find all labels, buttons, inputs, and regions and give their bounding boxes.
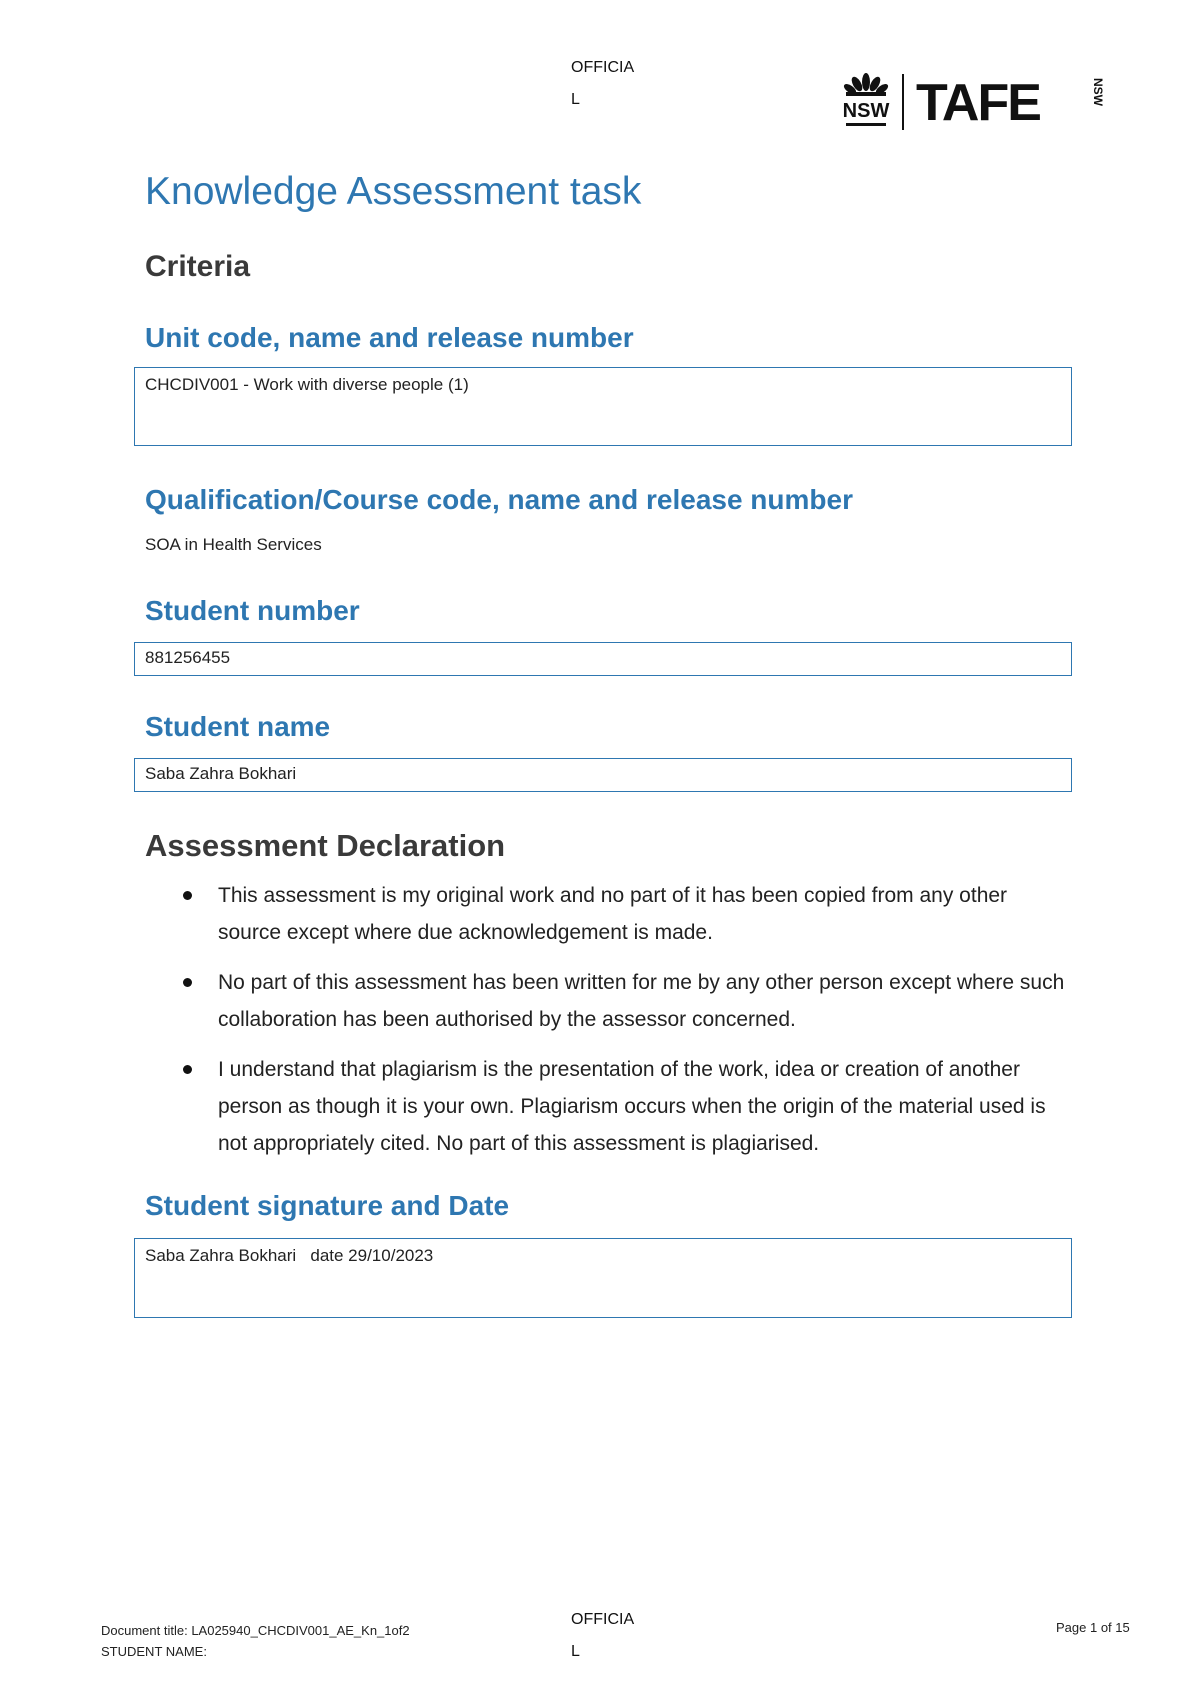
student-name-value: Saba Zahra Bokhari: [145, 764, 297, 783]
qualification-heading: Qualification/Course code, name and release number: [145, 484, 853, 515]
criteria-heading: Criteria: [145, 250, 251, 283]
classification-text: OFFICIA: [571, 1611, 635, 1628]
classification-text-cont: L: [571, 1643, 580, 1660]
footer-student-name-label: STUDENT NAME:: [101, 1644, 207, 1659]
signature-heading: Student signature and Date: [145, 1190, 510, 1221]
svg-text:TAFE: TAFE: [916, 74, 1040, 132]
svg-text:NSW: NSW: [1091, 78, 1105, 106]
declaration-item: No part of this assessment has been written for me by any other person except where such collaboration has been authorised by the assessor concerned.: [170, 964, 1070, 1038]
bullet-icon: [183, 891, 192, 900]
footer-doc-title: Document title: LA025940_CHCDIV001_AE_Kn_1of2: [101, 1623, 410, 1638]
declaration-list: [170, 877, 1070, 1175]
bullet-icon: [183, 1065, 192, 1074]
signature-value: Saba Zahra Bokhari date 29/10/2023: [145, 1246, 434, 1265]
classification-text-cont: L: [571, 91, 580, 108]
student-number-field[interactable]: [134, 642, 1072, 676]
student-number-value: 881256455: [145, 648, 231, 667]
declaration-item: This assessment is my original work and no part of it has been copied from any other source except where due acknowledgement is made.: [170, 877, 1070, 951]
svg-text:NSW: NSW: [842, 100, 890, 122]
nsw-tafe-logo: [838, 70, 1105, 132]
declaration-heading: Assessment Declaration: [145, 828, 506, 863]
signature-field[interactable]: [134, 1238, 1072, 1318]
qualification-value: SOA in Health Services: [145, 535, 322, 554]
classification-label-top: [571, 52, 651, 116]
student-name-heading: Student name: [145, 711, 331, 742]
declaration-item: I understand that plagiarism is the presentation of the work, idea or creation of another person as though it is your own. Plagiarism occurs when the origin of the material used is not appropriately cited. No part of this assessment is plagiarised.: [170, 1051, 1070, 1162]
student-name-field[interactable]: [134, 758, 1072, 792]
unit-heading: Unit code, name and release number: [145, 322, 634, 353]
page-title: Knowledge Assessment task: [145, 170, 642, 213]
unit-value: CHCDIV001 - Work with diverse people (1): [145, 375, 469, 394]
nsw-waratah-logo-icon: [838, 70, 1105, 132]
student-number-heading: Student number: [145, 595, 360, 626]
bullet-icon: [183, 978, 192, 987]
classification-label-bottom: [571, 1604, 651, 1668]
footer-document-info: [101, 1620, 410, 1662]
unit-field[interactable]: [134, 367, 1072, 446]
page-number: Page 1 of 15: [1056, 1620, 1130, 1635]
classification-text: OFFICIA: [571, 59, 635, 76]
